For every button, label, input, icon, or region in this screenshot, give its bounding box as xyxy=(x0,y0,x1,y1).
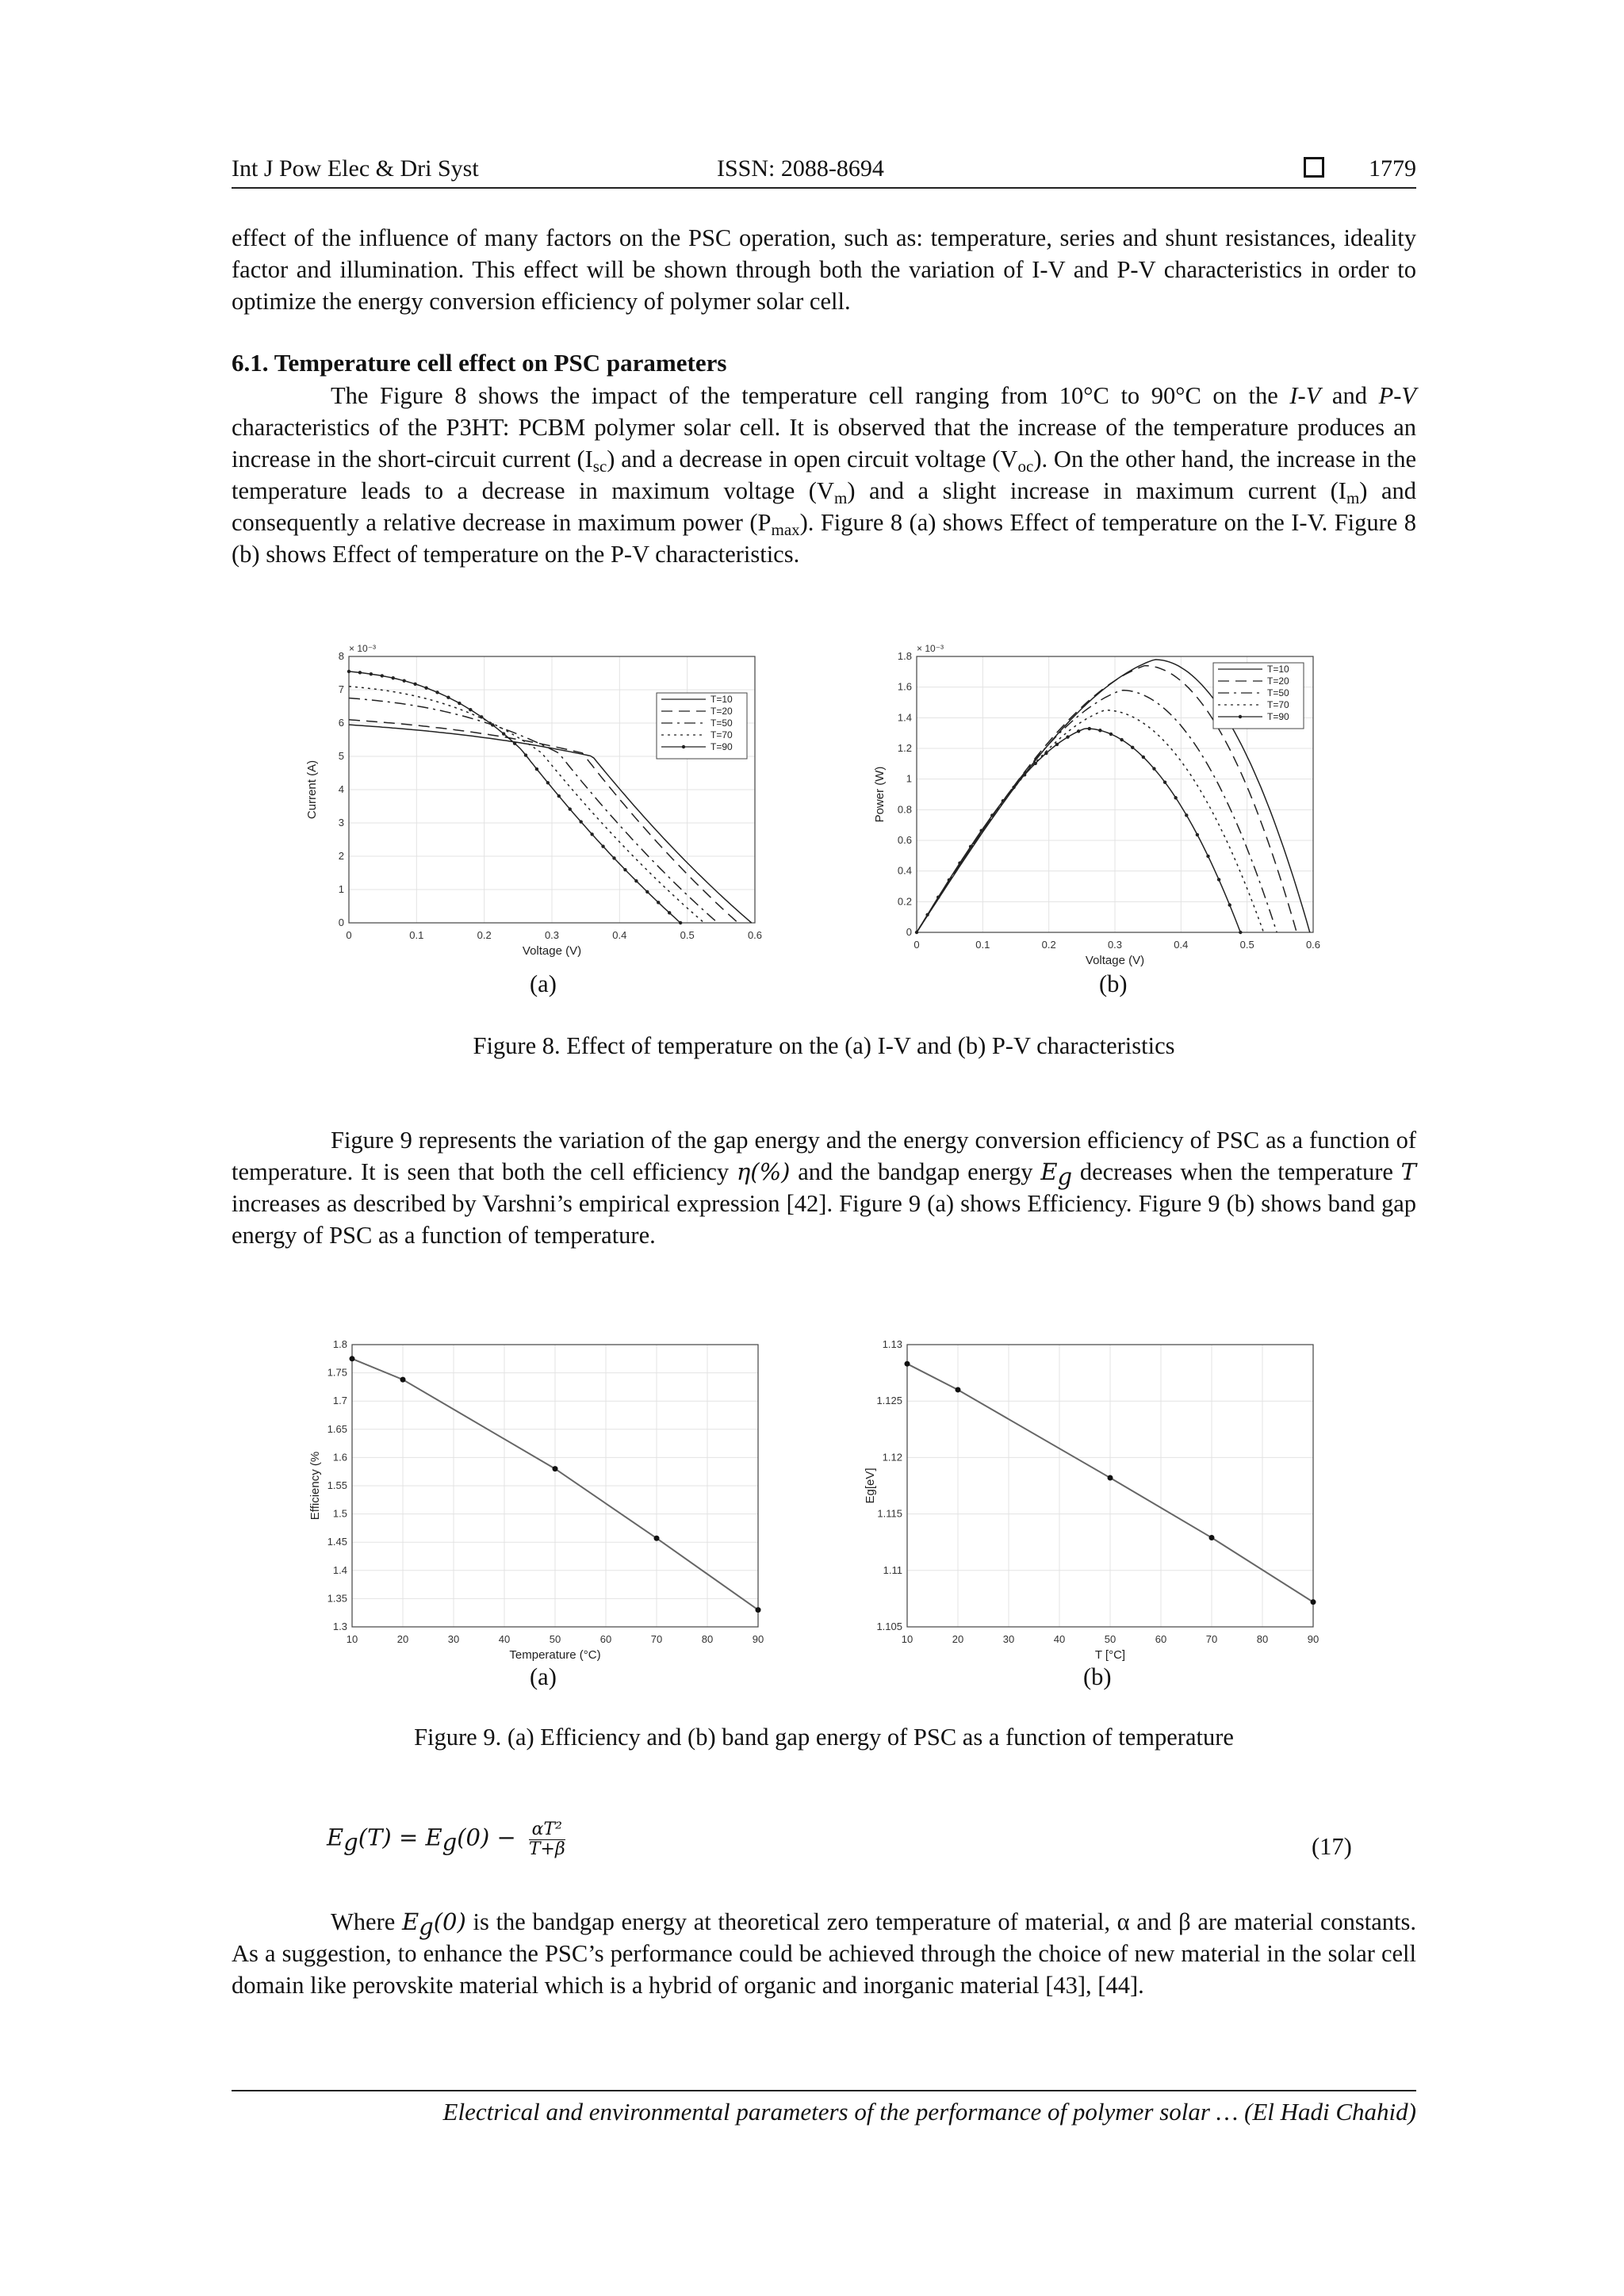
x-tick-label: 70 xyxy=(1205,1633,1218,1645)
legend-label: T=70 xyxy=(710,729,733,740)
y-tick-label: 1.7 xyxy=(332,1395,347,1407)
iv-marker xyxy=(634,879,638,882)
x-tick-label: 90 xyxy=(752,1633,764,1645)
y-tick-label: 4 xyxy=(338,783,344,795)
legend-marker xyxy=(1239,715,1242,718)
data-point xyxy=(400,1377,406,1383)
y-axis-label: Current (A) xyxy=(305,760,319,820)
x-tick-label: 80 xyxy=(1256,1633,1269,1645)
x-tick-label: 10 xyxy=(346,1633,358,1645)
x-axis-label: T [°C] xyxy=(1094,1648,1126,1662)
pv-marker xyxy=(969,845,972,848)
y-tick-label: 0 xyxy=(338,916,344,928)
y-tick-label: 2 xyxy=(338,850,344,862)
y-tick-label: 1.35 xyxy=(327,1592,347,1605)
y-tick-label: 1.12 xyxy=(882,1451,902,1464)
figure-8a-label: (a) xyxy=(530,970,557,997)
pv-marker xyxy=(1077,729,1080,733)
pv-marker xyxy=(1034,762,1037,765)
iv-marker xyxy=(569,807,572,810)
figure-8a-iv-chart xyxy=(301,634,777,983)
x-tick-label: 10 xyxy=(901,1633,914,1645)
pv-marker xyxy=(1066,735,1069,738)
x-tick-label: 0.1 xyxy=(975,939,990,951)
equation-number: (17) xyxy=(1312,1833,1352,1860)
x-tick-label: 60 xyxy=(599,1633,612,1645)
x-tick-label: 0.4 xyxy=(1174,939,1189,951)
y-tick-label: 1.45 xyxy=(327,1536,347,1548)
y-tick-label: 1.55 xyxy=(327,1479,347,1491)
y-axis-label: Eg[eV] xyxy=(864,1468,877,1504)
data-point xyxy=(654,1536,660,1541)
figure-9b-label: (b) xyxy=(1083,1663,1112,1690)
pv-marker xyxy=(958,861,961,864)
equation-17: Eg(T) = Eg(0) − $\frac{\text{αT²}}{T+\beta}$ xyxy=(327,1820,565,1859)
y-tick-label: 0 xyxy=(906,926,912,938)
legend-box xyxy=(1213,663,1304,729)
fraction-numerator: αT² xyxy=(529,1820,565,1840)
iv-marker xyxy=(679,921,682,924)
iv-marker xyxy=(402,679,405,682)
y-tick-label: 1 xyxy=(338,883,344,895)
iv-marker xyxy=(446,696,450,699)
iv-marker xyxy=(623,868,626,871)
data-point xyxy=(1209,1535,1215,1540)
iv-marker xyxy=(347,670,350,673)
pv-marker xyxy=(1142,756,1145,759)
iv-marker xyxy=(657,901,660,904)
iv-marker xyxy=(590,832,593,836)
figure-9a-label: (a) xyxy=(530,1663,557,1690)
iv-marker xyxy=(535,767,538,771)
legend-label: T=90 xyxy=(1267,711,1289,722)
x-tick-label: 0.5 xyxy=(1239,939,1254,951)
iv-marker xyxy=(469,708,472,711)
y-tick-label: 1 xyxy=(906,772,912,785)
y-tick-label: 1.65 xyxy=(327,1422,347,1435)
pv-marker xyxy=(1109,733,1113,736)
pv-marker xyxy=(1217,878,1220,881)
pv-marker xyxy=(925,913,929,916)
iv-marker xyxy=(502,732,505,735)
y-tick-label: 1.4 xyxy=(897,711,912,724)
y-tick-label: 6 xyxy=(338,717,344,729)
legend-label: T=20 xyxy=(710,706,733,717)
running-header xyxy=(232,152,1416,189)
x-tick-label: 60 xyxy=(1155,1633,1167,1645)
legend-label: T=10 xyxy=(1267,664,1289,675)
pv-marker xyxy=(1152,767,1155,770)
iv-marker xyxy=(579,820,582,823)
pv-marker xyxy=(1002,799,1005,802)
y-tick-label: 1.6 xyxy=(332,1451,347,1464)
fraction-denominator: T+β xyxy=(528,1839,565,1859)
data-point xyxy=(905,1361,910,1367)
pv-marker xyxy=(979,829,982,832)
iv-marker xyxy=(435,691,439,694)
y-tick-label: 1.2 xyxy=(897,742,912,754)
legend-label: T=10 xyxy=(710,694,733,705)
iv-marker xyxy=(491,723,494,726)
pv-marker xyxy=(1098,729,1101,732)
pv-marker xyxy=(1131,746,1134,749)
legend-box xyxy=(657,693,747,759)
iv-marker xyxy=(612,856,615,859)
pv-marker xyxy=(1163,780,1166,783)
y-tick-label: 8 xyxy=(338,650,344,662)
x-tick-label: 70 xyxy=(650,1633,663,1645)
data-point xyxy=(1311,1599,1316,1605)
y-axis-label: Efficiency (% xyxy=(308,1451,322,1521)
y-tick-label: 1.4 xyxy=(332,1563,347,1576)
figure-9-caption: Figure 9. (a) Efficiency and (b) band gap energy of PSC as a function of temperature xyxy=(414,1724,1234,1751)
x-tick-label: 30 xyxy=(1002,1633,1015,1645)
iv-marker xyxy=(524,753,527,756)
x-tick-label: 50 xyxy=(549,1633,561,1645)
data-point xyxy=(956,1387,961,1392)
x-tick-label: 0.3 xyxy=(544,929,560,941)
y-tick-label: 1.6 xyxy=(897,680,912,693)
pv-marker xyxy=(1120,738,1123,741)
section-title: 6.1. Temperature cell effect on PSC parameters xyxy=(232,349,727,377)
page-number: 1779 xyxy=(1369,155,1416,182)
y-tick-label: 1.105 xyxy=(876,1621,902,1632)
footer-text: Electrical and environmental parameters of the performance of polymer solar … (El Hadi Chahid) xyxy=(442,2098,1416,2126)
figure-8b-pv-chart xyxy=(864,634,1340,983)
pv-marker xyxy=(1185,813,1188,817)
issn: ISSN: 2088-8694 xyxy=(717,155,884,182)
legend-label: T=20 xyxy=(1267,675,1289,687)
legend-label: T=90 xyxy=(710,741,733,752)
x-tick-label: 50 xyxy=(1104,1633,1116,1645)
x-tick-label: 0.6 xyxy=(1305,939,1321,951)
y-tick-label: 1.115 xyxy=(877,1507,902,1520)
iv-marker xyxy=(557,794,561,798)
pv-marker xyxy=(936,896,940,899)
pv-marker xyxy=(1012,786,1015,789)
pv-marker xyxy=(990,813,994,817)
y-tick-label: 0.6 xyxy=(897,834,912,846)
x-tick-label: 0.2 xyxy=(477,929,492,941)
iv-marker xyxy=(645,890,649,894)
y-tick-label: 1.75 xyxy=(327,1366,347,1379)
y-tick-label: 0.8 xyxy=(897,803,912,816)
figure-9b-bandgap-chart xyxy=(858,1332,1334,1665)
legend-label: T=50 xyxy=(710,718,733,729)
pv-marker xyxy=(948,878,951,882)
footer-rule xyxy=(232,2090,1416,2091)
data-point xyxy=(553,1466,558,1471)
legend-marker xyxy=(682,745,685,748)
y-tick-label: 5 xyxy=(338,750,344,762)
data-point xyxy=(1108,1475,1113,1481)
x-tick-label: 0 xyxy=(914,939,920,951)
y-multiplier-label: × 10⁻³ xyxy=(349,643,377,654)
figure-8-caption: Figure 8. Effect of temperature on the (a) I-V and (b) P-V characteristics xyxy=(473,1032,1175,1059)
pv-marker xyxy=(1055,743,1059,746)
pv-marker xyxy=(1044,752,1048,755)
data-point xyxy=(350,1356,355,1361)
y-tick-label: 1.8 xyxy=(332,1338,347,1350)
x-tick-label: 20 xyxy=(952,1633,964,1645)
data-point xyxy=(756,1607,761,1613)
x-axis-label: Voltage (V) xyxy=(522,944,582,958)
x-tick-label: 0.2 xyxy=(1041,939,1056,951)
iv-marker xyxy=(601,844,604,848)
y-tick-label: 1.11 xyxy=(883,1563,902,1576)
figure-8b-label: (b) xyxy=(1099,970,1128,997)
x-axis-label: Temperature (°C) xyxy=(509,1648,601,1662)
iv-marker xyxy=(381,674,384,677)
y-tick-label: 3 xyxy=(338,817,344,828)
y-tick-label: 1.3 xyxy=(332,1621,347,1632)
y-tick-label: 7 xyxy=(338,683,344,695)
journal-name: Int J Pow Elec & Dri Syst xyxy=(232,155,479,182)
y-tick-label: 1.13 xyxy=(882,1338,902,1350)
x-tick-label: 40 xyxy=(1053,1633,1066,1645)
pv-marker xyxy=(1206,855,1209,858)
x-tick-label: 40 xyxy=(498,1633,511,1645)
pv-marker xyxy=(1196,833,1199,836)
iv-marker xyxy=(424,686,427,689)
legend-label: T=50 xyxy=(1267,687,1289,698)
iv-marker xyxy=(480,715,483,718)
figure-9a-efficiency-chart xyxy=(301,1332,777,1665)
intro-paragraph: effect of the influence of many factors on the PSC operation, such as: temperature, series and shunt resistances, ideality factor and illumination. This effect will be shown through both the variation of I-V and P-V characteristics in order to optimize the energy conversion efficiency of polymer solar cell. xyxy=(232,224,1416,315)
iv-marker xyxy=(392,676,395,679)
paragraph-varshni: Where Eg(0) is the bandgap energy at theoretical zero temperature of material, α and β are material constants. As a suggestion, to enhance the PSC’s performance could be achieved through the choice of new material in the solar cell domain like perovskite material which is a hybrid of organic and inorganic material [43], [44]. xyxy=(232,1908,1417,1999)
x-tick-label: 80 xyxy=(701,1633,714,1645)
y-axis-label: Power (W) xyxy=(873,766,887,823)
iv-marker xyxy=(358,671,362,674)
y-multiplier-label: × 10⁻³ xyxy=(917,643,944,654)
paragraph-gap-energy: Figure 9 represents the variation of the gap energy and the energy conversion efficiency of PSC as a function of temperature. It is seen that both the cell efficiency η(%) and the bandgap energy Eg decreases when the temperature T increases as described by Varshni’s empirical expression [42]. Figure 9 (a) shows Efficiency. Figure 9 (b) shows band gap energy of PSC as a function of temperature. xyxy=(232,1127,1417,1249)
x-tick-label: 0.1 xyxy=(409,929,424,941)
x-tick-label: 0.6 xyxy=(747,929,763,941)
pv-marker xyxy=(1088,727,1091,730)
legend-label: T=70 xyxy=(1267,699,1289,710)
square-icon xyxy=(1304,157,1324,178)
x-tick-label: 20 xyxy=(396,1633,409,1645)
y-tick-label: 1.8 xyxy=(897,650,912,662)
pv-marker xyxy=(1228,903,1231,906)
x-tick-label: 30 xyxy=(447,1633,460,1645)
iv-marker xyxy=(413,683,416,686)
iv-marker xyxy=(370,672,373,675)
iv-marker xyxy=(546,781,550,784)
y-tick-label: 0.4 xyxy=(897,864,912,877)
x-tick-label: 0 xyxy=(346,929,352,941)
y-tick-label: 0.2 xyxy=(897,895,912,908)
iv-marker xyxy=(513,741,516,744)
y-tick-label: 1.125 xyxy=(876,1395,902,1407)
iv-marker xyxy=(668,911,671,914)
x-tick-label: 0.3 xyxy=(1107,939,1123,951)
pv-marker xyxy=(915,931,918,934)
x-tick-label: 0.4 xyxy=(612,929,627,941)
x-tick-label: 90 xyxy=(1307,1633,1320,1645)
pv-marker xyxy=(1174,796,1177,799)
x-tick-label: 0.5 xyxy=(680,929,695,941)
iv-marker xyxy=(458,702,461,705)
pv-marker xyxy=(1023,773,1026,776)
y-tick-label: 1.5 xyxy=(332,1507,347,1520)
pv-marker xyxy=(1239,931,1242,934)
paragraph-temperature: The Figure 8 shows the impact of the temperature cell ranging from 10°C to 90°C on the I-V and P-V characteristics of the P3HT: PCBM polymer solar cell. It is observed that the increase of the temperature produces an increase in the short-circuit current $(I_{sc})$ and a decrease in open circuit voltage $(V_{oc})$. On the other hand, the increase in the temperature leads to a decrease in maximum voltage $(V_m)$ and a slight increase in maximum current $(I_m)$ and consequently a relative decrease in maximum power $(P_{max})$. Figure 8 (a) shows Effect of temperature on the I-V. Figure 8 (b) shows Effect of temperature on the P-V characteristics. xyxy=(232,382,1416,568)
x-axis-label: Voltage (V) xyxy=(1085,954,1145,967)
